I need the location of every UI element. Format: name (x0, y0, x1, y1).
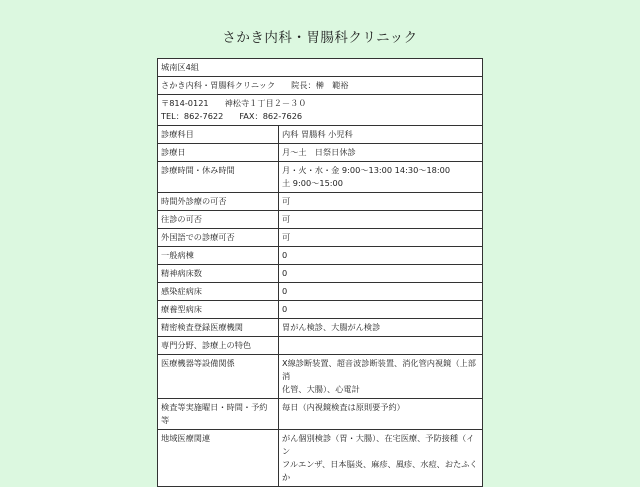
row-value: 可 (279, 211, 483, 229)
table-row (158, 247, 483, 265)
row-value-line: フルエンザ、日本脳炎、麻疹、風疹、水痘、おたふくか (282, 459, 478, 482)
table-row (158, 193, 483, 211)
row-value: 0 (279, 283, 483, 301)
fax: FAX：862-7626 (239, 111, 303, 121)
row-label: 検査等実施曜日・時間・予約等 (158, 399, 279, 430)
table-row (158, 162, 483, 193)
row-label: 精神病床数 (158, 265, 279, 283)
table-row (158, 144, 483, 162)
clinic-name-row (158, 77, 483, 95)
row-value: 0 (279, 247, 483, 265)
row-value (279, 430, 483, 487)
table-row (158, 283, 483, 301)
clinic-name: さかき内科・胃腸科クリニック (161, 80, 276, 90)
row-label: 診療時間・休み時間 (158, 162, 279, 193)
row-value: 0 (279, 301, 483, 319)
row-value-line: X線診断装置、超音波診断装置、消化管内視鏡（上部消 (282, 358, 476, 381)
table-row (158, 337, 483, 355)
clinic-name-cell (158, 77, 483, 95)
row-label: 医療機器等設備関係 (158, 355, 279, 399)
row-value: 月～土 日祭日休診 (279, 144, 483, 162)
row-value-line: 土 9:00～15:00 (282, 178, 343, 188)
postal-code: 〒814-0121 (161, 98, 209, 108)
row-value: 可 (279, 229, 483, 247)
address: 神松寺１丁目２－３０ (224, 98, 307, 108)
row-label: 地域医療関連 (158, 430, 279, 487)
address-cell (158, 95, 483, 126)
clinic-info-table (157, 58, 483, 487)
table-row (158, 229, 483, 247)
row-label: 時間外診療の可否 (158, 193, 279, 211)
row-value-line: 化管、大腸）、心電計 (282, 384, 360, 394)
table-row (158, 355, 483, 399)
row-value (279, 355, 483, 399)
row-value-line: がん個別検診（胃・大腸）、在宅医療、予防接種（イン (282, 433, 475, 456)
row-label: 専門分野、診療上の特色 (158, 337, 279, 355)
row-value (279, 162, 483, 193)
row-label: 一般病棟 (158, 247, 279, 265)
row-label: 外国語での診療可否 (158, 229, 279, 247)
page-title: さかき内科・胃腸科クリニック (222, 30, 418, 46)
row-label: 往診の可否 (158, 211, 279, 229)
director-name: 院長：榊 範裕 (291, 80, 349, 90)
address-row (158, 95, 483, 126)
table-row (158, 265, 483, 283)
row-value: 毎日（内視鏡検査は原則要予約） (279, 399, 483, 430)
row-value: 内科 胃腸科 小児科 (279, 126, 483, 144)
district-cell: 城南区4組 (158, 59, 483, 77)
row-value: 胃がん検診、大腸がん検診 (279, 319, 483, 337)
table-row (158, 319, 483, 337)
row-label: 感染症病床 (158, 283, 279, 301)
row-label: 診療日 (158, 144, 279, 162)
table-row (158, 301, 483, 319)
table-row (158, 430, 483, 487)
row-label: 精密検査登録医療機関 (158, 319, 279, 337)
district-row (158, 59, 483, 77)
row-value: 可 (279, 193, 483, 211)
table-row (158, 126, 483, 144)
telephone: TEL：862-7622 (161, 111, 224, 121)
table-row (158, 211, 483, 229)
row-label: 療養型病床 (158, 301, 279, 319)
row-value (279, 337, 483, 355)
row-value: 0 (279, 265, 483, 283)
table-row (158, 399, 483, 430)
row-label: 診療科目 (158, 126, 279, 144)
row-value-line: 月・火・水・金 9:00～13:00 14:30～18:00 (282, 165, 451, 175)
